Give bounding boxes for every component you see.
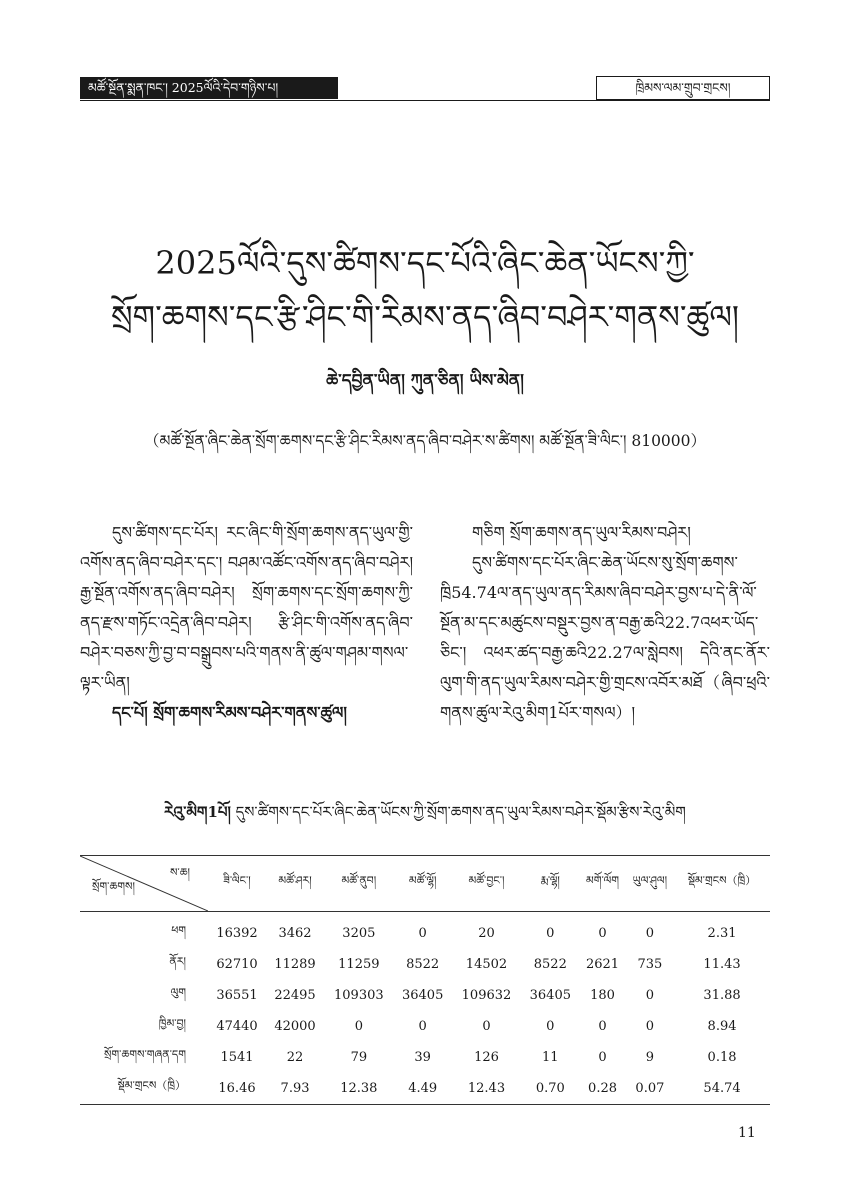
table-cell: 22	[286, 1050, 304, 1065]
table-cell: 0	[598, 926, 607, 941]
table-cell: 11259	[338, 957, 380, 972]
table-cell: 11	[542, 1050, 559, 1065]
section-label: ཁྲིམས་ལམ་གྲུབ་གྲངས།	[596, 76, 770, 100]
table-cell: 0.18	[707, 1050, 737, 1065]
table-cell: 0	[354, 1019, 363, 1034]
table-cell: 0	[598, 1050, 607, 1065]
section-heading: དང་པོ། སྲོག་ཆགས་རིམས་བཤེར་གནས་ཚུལ།	[112, 703, 347, 722]
table-row	[80, 949, 770, 980]
affiliation: （མཚོ་སྔོན་ཞིང་ཆེན་སྲོག་ཆགས་དང་རྩི་ཤིང་རིམས་ནད་ཞིབ་བཤེར་ས་ཚིགས། མཚོ་སྔོན་ཟི་ལིང་། 810000）	[143, 432, 707, 450]
authors: ཆེ་དབྱིན་ཡིན། ཀུན་ཅིན། ཡིས་མེན།	[326, 371, 524, 391]
table-cell: 0	[418, 1019, 427, 1034]
table-cell: 31.88	[703, 988, 741, 1003]
table-cell: 3205	[342, 926, 376, 941]
table-cell: 8522	[406, 957, 440, 972]
corner-header-animal: སྲོག་ཆགས།	[92, 880, 135, 893]
table-cell: 126	[474, 1050, 499, 1065]
body-column-right	[440, 518, 770, 728]
column-header: མགོ་ལོག	[586, 874, 619, 887]
title-line-1: 2025ལོའི་དུས་ཚིགས་དང་པོའི་ཞིང་ཆེན་ཡོངས་ཀྱི་	[155, 244, 695, 282]
table-cell: 0	[482, 1019, 491, 1034]
table-caption	[80, 800, 770, 824]
table-cell: 12.43	[467, 1081, 506, 1096]
table-cell: 735	[637, 957, 663, 972]
table-cell: 0	[645, 1019, 655, 1034]
data-table	[80, 855, 770, 1105]
table-cell: 4.49	[408, 1081, 438, 1096]
row-label: སྡོམ་གྲངས（ཁྲི）	[117, 1079, 186, 1092]
row-label: ལུག	[170, 986, 186, 999]
table-cell: 36405	[401, 988, 444, 1003]
column-header: རྨ་ལྷོ།	[540, 874, 560, 887]
subsection-heading: གཅིག སྲོག་ཆགས་ནད་ཡུལ་རིམས་བཤེར།	[472, 523, 691, 542]
row-label: ནོར།	[169, 955, 186, 968]
table-cell: 0	[645, 988, 655, 1003]
row-label: ཁྱིམ་བྱ།	[158, 1017, 186, 1030]
table-cell: 14502	[465, 957, 508, 972]
table-cell: 16.46	[218, 1081, 256, 1096]
table-cell: 180	[590, 988, 615, 1003]
table-cell: 109632	[461, 988, 512, 1003]
table-cell: 2621	[585, 957, 620, 972]
column-header: མཚོ་ཤར།	[278, 874, 312, 887]
table-cell: 22495	[274, 988, 316, 1003]
journal-issue-label: མཚོ་སྔོན་སྨན་ཁང་། 2025ལོའི་དེབ་གཉིས་པ།	[80, 77, 338, 99]
row-label: ཕག	[171, 924, 186, 937]
table-cell: 39	[414, 1050, 431, 1065]
table-cell: 47440	[216, 1019, 258, 1034]
article-title	[80, 236, 770, 344]
column-header: མཚོ་ནུབ།	[341, 874, 377, 887]
table-cell: 0	[546, 1019, 555, 1034]
column-header: ཡུལ་ཤུལ།	[632, 874, 668, 887]
table-cell: 8.94	[707, 1019, 737, 1034]
table-cell: 2.31	[707, 926, 737, 941]
table-cell: 20	[478, 926, 495, 941]
paragraph: དུས་ཚིགས་དང་པོར་ཞིང་ཆེན་ཡོངས་སུ་སྲོག་ཆགས་ཁྲི54.74ལ་ནད་ཡུལ་ནད་རིམས་ཞིབ་བཤེར་བྱས་པ་དེ་ནི་ལོ་སྔོན་མ་དང་མཚུངས་བསྡུར་བྱས་ན་བརྒྱ་ཆའི22.7འཕར་ཡོད་ཅིང་། འཕར་ཚད་བརྒྱ་ཆའི22.27ལ་སླེབས། དེའི་ནང་ནོར་ལུག་གི་ནད་ཡུལ་རིམས་བཤེར་གྱི་གྲངས་འབོར་མཐོ（ཞིབ་ཕྲའི་གནས་ཚུལ་རེའུ་མིག1པོར་གསལ）།	[440, 553, 770, 722]
table-cell: 16392	[216, 926, 258, 941]
header-rule	[80, 100, 770, 101]
table-cell: 109303	[334, 988, 384, 1003]
table-cell: 36551	[216, 988, 258, 1003]
table-cell: 1541	[220, 1050, 254, 1065]
table-number: རེའུ་མིག1པོ།	[164, 803, 231, 821]
page-number: 11	[738, 1125, 756, 1141]
table-row	[80, 912, 770, 950]
row-label: སྲོག་ཆགས་གཞན་དག	[104, 1048, 186, 1061]
column-header: མཚོ་བྱང་།	[468, 874, 505, 887]
table-corner-cell	[80, 856, 208, 912]
table-cell: 0	[598, 1019, 607, 1034]
column-header: མཚོ་ལྷོ།	[408, 874, 437, 887]
table-cell: 0	[546, 926, 555, 941]
table-cell: 62710	[216, 957, 258, 972]
table-row-total	[80, 1073, 770, 1105]
table-cell: 42000	[274, 1019, 316, 1034]
corner-header-region: ས་ཆ།	[169, 866, 190, 879]
table-row	[80, 1042, 770, 1073]
table-row	[80, 1011, 770, 1042]
paragraph: དུས་ཚིགས་དང་པོར། རང་ཞིང་གི་སྲོག་ཆགས་ནད་ཡུལ་གྱི་འགོས་ནད་ཞིབ་བཤེར་དང་། བཤམ་འཚོང་འགོས་ནད་ཞིབ་བཤེར། རྒྱ་སྔོན་འགོས་ནད་ཞིབ་བཤེར། སྲོག་ཆགས་དང་སྲོག་ཆགས་ཀྱི་ནད་རྫས་གཏོང་འདྲེན་ཞིབ་བཤེར། རྩི་ཤིང་གི་འགོས་ནད་ཞིབ་བཤེར་བཅས་ཀྱི་བྱ་བ་བསྒྲུབས་པའི་གནས་ནི་ཚུལ་གཤམ་གསལ་ལྟར་ཡིན།	[80, 523, 413, 692]
table-cell: 0.07	[635, 1081, 665, 1096]
table-cell: 79	[350, 1050, 368, 1065]
table-cell: 8522	[533, 957, 567, 972]
table-cell: 0.28	[588, 1081, 617, 1096]
table-caption-text: དུས་ཚིགས་དང་པོར་ཞིང་ཆེན་ཡོངས་ཀྱི་སྲོག་ཆགས་ནད་ཡུལ་རིམས་བཤེར་སྡོམ་རྩིས་རེའུ་མིག	[235, 803, 686, 821]
table-header-row	[80, 856, 770, 912]
column-header: ཟི་ལིང་།	[223, 874, 251, 887]
table-cell: 0	[645, 926, 655, 941]
table-cell: 36405	[529, 988, 571, 1003]
table-cell: 12.38	[340, 1081, 378, 1096]
table-cell: 0	[418, 926, 427, 941]
table-cell: 3462	[278, 926, 312, 941]
table-cell: 9	[645, 1050, 655, 1065]
table-cell: 54.74	[703, 1081, 741, 1096]
body-column-left	[80, 518, 413, 728]
table-cell: 7.93	[280, 1081, 310, 1096]
title-line-2: སྲོག་ཆགས་དང་རྩི་ཤིང་གི་རིམས་ནད་ཞིབ་བཤེར་གནས་ཚུལ།	[110, 298, 740, 336]
table-cell: 11289	[274, 957, 316, 972]
table-cell: 11.43	[703, 957, 741, 972]
column-header: སྡོམ་གྲངས（ཁྲི）	[687, 874, 757, 887]
table-row	[80, 980, 770, 1011]
table-cell: 0.70	[535, 1081, 565, 1096]
